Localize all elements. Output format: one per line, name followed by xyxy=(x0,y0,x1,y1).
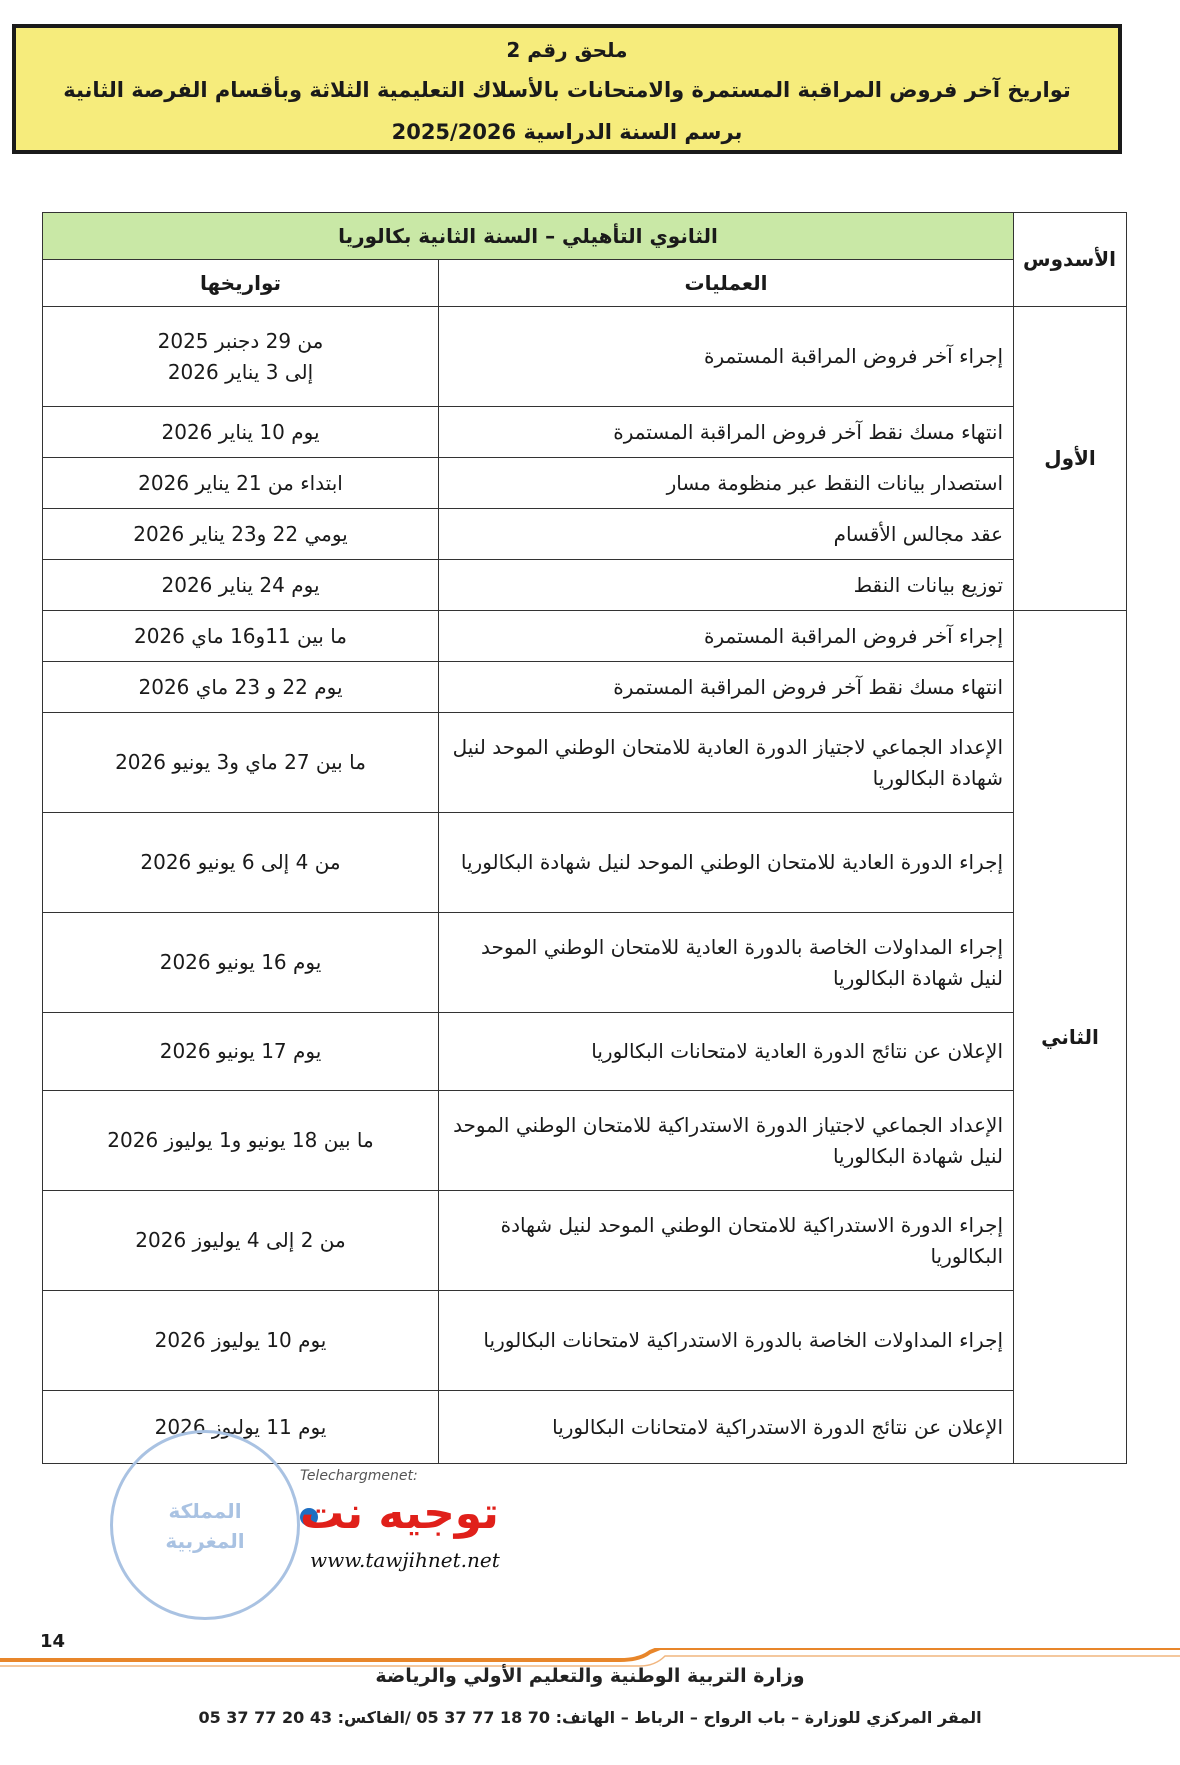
table-row xyxy=(43,407,1127,458)
date-line: يوم 10 يوليوز 2026 xyxy=(154,1328,327,1352)
date-line: ما بين 27 ماي و3 يونيو 2026 xyxy=(115,750,366,774)
operation-cell: توزيع بيانات النقط xyxy=(439,560,1014,611)
page-number: 14 xyxy=(40,1631,66,1652)
date-line: من 29 دجنبر 2025 xyxy=(157,328,324,353)
stamp-line-2: المغربية xyxy=(165,1529,245,1553)
dates-header: تواريخها xyxy=(43,260,439,307)
date-line: يوم 10 يناير 2026 xyxy=(161,419,320,444)
stamp-line-1: المملكة xyxy=(168,1499,242,1523)
date-line: إلى 3 يناير 2026 xyxy=(167,359,314,384)
operation-cell: إجراء الدورة العادية للامتحان الوطني الموحد لنيل شهادة البكالوريا xyxy=(439,813,1014,913)
watermark-download-label: Telechargmenet: xyxy=(300,1468,418,1484)
operation-cell: الإعداد الجماعي لاجتياز الدورة العادية للامتحان الوطني الموحد لنيل شهادة البكالوريا xyxy=(439,713,1014,813)
date-line: من 4 إلى 6 يونيو 2026 xyxy=(140,850,341,874)
date-cell xyxy=(43,1191,439,1291)
operation-cell: الإعلان عن نتائج الدورة الاستدراكية لامتحانات البكالوريا xyxy=(439,1391,1014,1464)
table-row xyxy=(43,1091,1127,1191)
date-cell xyxy=(43,662,439,713)
date-cell xyxy=(43,1291,439,1391)
operation-cell: استصدار بيانات النقط عبر منظومة مسار xyxy=(439,458,1014,509)
watermark-logo: توجيه نت xyxy=(300,1488,499,1539)
watermark xyxy=(300,1468,530,1578)
semester-name: الأول xyxy=(1014,307,1127,611)
table-row xyxy=(43,307,1127,407)
footer-ministry: وزارة التربية الوطنية والتعليم الأولي والرياضة xyxy=(375,1665,805,1687)
annex-title: ملحق رقم 2 xyxy=(506,38,628,62)
operation-cell: إجراء المداولات الخاصة بالدورة الاستدراكية لامتحانات البكالوريا xyxy=(439,1291,1014,1391)
date-cell xyxy=(43,307,439,407)
date-line: ما بين 18 يونيو و1 يوليوز 2026 xyxy=(107,1128,374,1152)
semester-name: الثاني xyxy=(1014,611,1127,1464)
date-cell xyxy=(43,560,439,611)
official-stamp xyxy=(110,1430,300,1620)
watermark-url: www.tawjihnet.net xyxy=(310,1548,500,1572)
date-cell xyxy=(43,458,439,509)
table-row xyxy=(43,713,1127,813)
document-subtitle: تواريخ آخر فروض المراقبة المستمرة والامتحانات بالأسلاك التعليمية الثلاثة وبأقسام الفرصة الثانية xyxy=(63,78,1071,102)
date-line: يوم 16 يونيو 2026 xyxy=(159,950,322,974)
operation-cell: عقد مجالس الأقسام xyxy=(439,509,1014,560)
table-row xyxy=(43,1191,1127,1291)
date-line: من 2 إلى 4 يوليوز 2026 xyxy=(135,1228,346,1252)
date-line: يوم 22 و 23 ماي 2026 xyxy=(138,674,343,699)
table-row xyxy=(43,611,1127,662)
date-cell xyxy=(43,913,439,1013)
operation-cell: إجراء آخر فروض المراقبة المستمرة xyxy=(439,611,1014,662)
date-cell xyxy=(43,713,439,813)
operation-cell: انتهاء مسك نقط آخر فروض المراقبة المستمرة xyxy=(439,662,1014,713)
date-cell xyxy=(43,509,439,560)
table-row xyxy=(43,813,1127,913)
date-line: ما بين 11و16 ماي 2026 xyxy=(133,623,348,648)
date-line: يوم 17 يونيو 2026 xyxy=(159,1039,322,1063)
title-box xyxy=(12,24,1122,154)
schedule-table xyxy=(42,212,1127,1464)
level-header: الثانوي التأهيلي – السنة الثانية بكالوريا xyxy=(43,213,1014,260)
date-cell xyxy=(43,611,439,662)
date-cell xyxy=(43,407,439,458)
operation-cell: الإعلان عن نتائج الدورة العادية لامتحانات البكالوريا xyxy=(439,1013,1014,1091)
table-row xyxy=(43,458,1127,509)
date-cell xyxy=(43,1091,439,1191)
footer-address: المقر المركزي للوزارة – باب الرواح – الرباط – الهاتف: 70 18 77 37 05 /الفاكس: 43 20 77 37 05 xyxy=(198,1708,982,1727)
date-line: يومي 22 و23 يناير 2026 xyxy=(133,521,348,546)
table-row xyxy=(43,560,1127,611)
operation-cell: انتهاء مسك نقط آخر فروض المراقبة المستمرة xyxy=(439,407,1014,458)
table-row xyxy=(43,1291,1127,1391)
date-cell xyxy=(43,813,439,913)
table-row xyxy=(43,662,1127,713)
operations-header: العمليات xyxy=(439,260,1014,307)
operation-cell: الإعداد الجماعي لاجتياز الدورة الاستدراكية للامتحان الوطني الموحد لنيل شهادة البكالوريا xyxy=(439,1091,1014,1191)
operation-cell: إجراء الدورة الاستدراكية للامتحان الوطني الموحد لنيل شهادة البكالوريا xyxy=(439,1191,1014,1291)
date-line: يوم 11 يوليوز 2026 xyxy=(154,1414,327,1439)
date-line: يوم 24 يناير 2026 xyxy=(161,572,320,597)
semester-header: الأسدوس xyxy=(1014,213,1127,307)
date-cell xyxy=(43,1013,439,1091)
table-row xyxy=(43,1013,1127,1091)
school-year: برسم السنة الدراسية 2025/2026 xyxy=(391,120,743,144)
operation-cell: إجراء آخر فروض المراقبة المستمرة xyxy=(439,307,1014,407)
table-row xyxy=(43,509,1127,560)
date-line: ابتداء من 21 يناير 2026 xyxy=(138,470,343,495)
table-row xyxy=(43,913,1127,1013)
operation-cell: إجراء المداولات الخاصة بالدورة العادية للامتحان الوطني الموحد لنيل شهادة البكالوريا xyxy=(439,913,1014,1013)
